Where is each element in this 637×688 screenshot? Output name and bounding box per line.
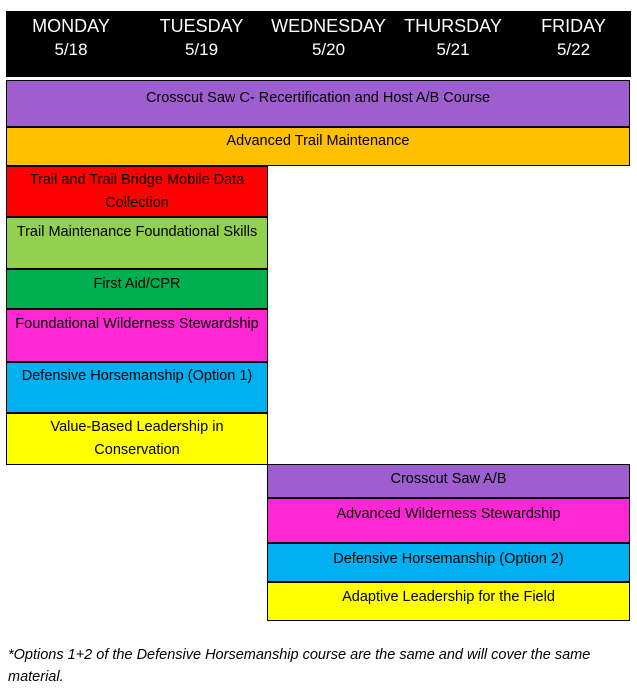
course-advanced-wilderness-stewardship xyxy=(267,498,630,543)
course-trail-maintenance-foundational xyxy=(6,217,268,269)
course-first-aid-cpr xyxy=(6,269,268,309)
course-label: Adaptive Leadership for the Field xyxy=(342,589,555,605)
day-date: 5/18 xyxy=(54,40,88,59)
course-value-based-leadership xyxy=(6,413,268,465)
course-advanced-trail-maintenance xyxy=(6,127,630,166)
course-label: Trail and Trail Bridge Mobile Data Collection xyxy=(29,172,245,211)
course-label: Value-Based Leadership in Conservation xyxy=(50,419,224,458)
day-name: FRIDAY xyxy=(541,16,606,36)
course-label: Foundational Wilderness Stewardship xyxy=(15,316,259,332)
course-label: Trail Maintenance Foundational Skills xyxy=(16,224,258,240)
course-label: Defensive Horsemanship (Option 2) xyxy=(333,551,564,567)
course-label: Crosscut Saw A/B xyxy=(390,471,507,487)
day-date: 5/19 xyxy=(184,40,219,59)
course-adaptive-leadership xyxy=(267,582,630,621)
day-friday xyxy=(516,11,631,77)
day-tuesday xyxy=(136,11,267,77)
day-date: 5/22 xyxy=(556,40,591,59)
course-defensive-horsemanship-option-2 xyxy=(267,543,630,582)
course-foundational-wilderness-stewardship xyxy=(6,309,268,362)
day-thursday xyxy=(390,11,516,77)
course-label: First Aid/CPR xyxy=(93,276,181,292)
course-crosscut-saw-c-recert xyxy=(6,80,630,127)
day-name: THURSDAY xyxy=(404,16,502,36)
schedule-header xyxy=(6,11,631,77)
day-date: 5/21 xyxy=(436,40,470,59)
footnote: *Options 1+2 of the Defensive Horsemanship course are the same and will cover the same material. xyxy=(8,647,591,685)
course-crosscut-saw-ab xyxy=(267,464,630,498)
course-trail-bridge-mobile-data xyxy=(6,166,268,217)
day-name: MONDAY xyxy=(32,16,110,36)
course-label: Defensive Horsemanship (Option 1) xyxy=(21,368,253,384)
course-label: Advanced Trail Maintenance xyxy=(226,133,410,149)
day-name: TUESDAY xyxy=(159,16,244,36)
day-monday xyxy=(6,11,136,77)
course-label: Crosscut Saw C- Recertification and Host A/B Course xyxy=(145,90,491,106)
course-defensive-horsemanship-option-1 xyxy=(6,362,268,413)
day-date: 5/20 xyxy=(311,40,346,59)
day-wednesday xyxy=(267,11,390,77)
course-label: Advanced Wilderness Stewardship xyxy=(336,506,561,522)
day-name: WEDNESDAY xyxy=(271,16,386,36)
